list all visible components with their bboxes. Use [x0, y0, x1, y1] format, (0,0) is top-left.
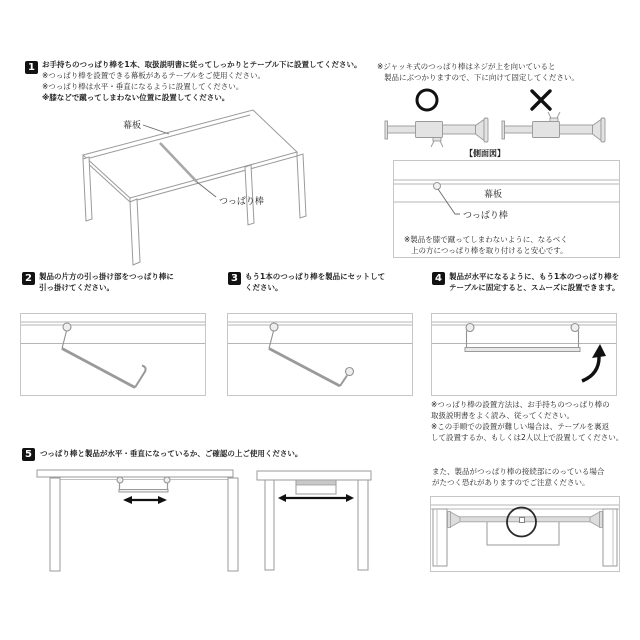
rod-label: つっぱり棒: [463, 211, 508, 221]
table-leg: [130, 199, 140, 265]
step4-notes: [431, 399, 623, 443]
rod-nut-up-illustration: [502, 112, 605, 142]
rod-cross-band: [296, 480, 336, 485]
step2-line1: 製品の片方の引っ掛け部をつっぱり棒に: [39, 272, 174, 281]
caution-diagram-box: [430, 496, 620, 572]
arrowhead-right: [158, 496, 167, 504]
rod-label: つっぱり棒: [219, 197, 264, 207]
second-rod-end-circle: [346, 368, 354, 376]
table-leg-right: [603, 509, 617, 566]
hook-hanger-line: [62, 331, 67, 349]
arrowhead-left: [123, 496, 132, 504]
table-leg-right: [358, 480, 368, 570]
arrowhead-left: [278, 494, 286, 502]
rotate-up-arrowhead: [592, 344, 606, 358]
rod-end-circle-left: [117, 477, 123, 483]
step1-note2: ※つっぱり棒は水平・垂直になるように設置してください。: [42, 82, 244, 91]
step3-number-badge: 3: [228, 272, 241, 285]
product-bar: [119, 490, 168, 493]
step4-number-badge: 4: [432, 272, 445, 285]
rod-leader-line: [197, 182, 216, 197]
apron-label: 幕板: [123, 121, 142, 131]
step1-number-badge: 1: [25, 61, 38, 74]
tabletop: [257, 471, 371, 480]
step3-line2: ください。: [245, 283, 283, 292]
hook-hanger-line: [269, 331, 274, 349]
step3-text-block: [245, 271, 385, 293]
tension-rod: [448, 512, 603, 528]
step3-diagram-box: [227, 313, 413, 396]
ng-cross-icon: [532, 91, 550, 109]
step5-side-view-diagram: [252, 466, 377, 576]
step5-line1: つっぱり棒と製品が水平・垂直になっているか、ご確認の上ご使用ください。: [40, 449, 303, 458]
apron-label: 幕板: [484, 190, 503, 200]
step4-note3: ※この手順での設置が難しい場合は、テーブルを裏返: [431, 422, 610, 431]
rod-nut-down-illustration: [385, 118, 488, 147]
step5-front-view-diagram: [35, 466, 240, 576]
product-outline: [487, 520, 559, 545]
rotate-up-arrow: [582, 355, 599, 381]
table-leg-left: [265, 480, 274, 570]
free-hook-end: [135, 366, 146, 388]
rod-end-circle: [63, 323, 71, 331]
table-leg: [297, 154, 306, 218]
side-view-note2: 上の方につっぱり棒を取り付けると安心です。: [411, 246, 568, 255]
caution-line2: がたつく恐れがありますのでご注意ください。: [432, 478, 590, 487]
product-hooks: [120, 483, 168, 490]
jack-note-line2: 製品にぶつかりますので、下に向けて固定してください。: [384, 73, 579, 82]
step4-diagram-box: [431, 313, 617, 396]
step3-diagram: [228, 314, 412, 395]
tabletop: [37, 470, 233, 477]
side-view-box: [393, 160, 620, 258]
table-leg: [245, 165, 254, 225]
caution-text-block: [432, 466, 604, 488]
jack-note-line1: ※ジャッキ式のつっぱり棒はネジが上を向いていると: [377, 62, 556, 71]
ok-circle-icon: [417, 90, 437, 110]
hanging-product-bar: [62, 349, 135, 388]
step1-instruction: お手持ちのつっぱり棒を1本、取扱説明書に従ってしっかりとテーブル下に設置してください。: [42, 60, 362, 69]
step5-number-badge: 5: [22, 448, 35, 461]
jack-rod-ok-ng-diagram: [385, 85, 620, 150]
side-view-title: 【側面図】: [465, 149, 505, 158]
step4-note2: 取扱説明書をよく読み、従ってください。: [431, 411, 574, 420]
table-leg-left: [433, 509, 447, 566]
tabletop-face: [83, 110, 297, 198]
step4-text-block: [449, 271, 619, 293]
side-view-note: [404, 234, 568, 256]
step2-text-block: [39, 271, 174, 293]
rod-end-circle: [434, 183, 441, 190]
level-product-bar: [465, 348, 580, 352]
apron-leader-line: [143, 125, 169, 134]
step2-diagram-box: [20, 313, 206, 396]
rod-end-circle: [270, 323, 278, 331]
hook-to-rod-segment: [340, 376, 347, 387]
side-view-note1: ※製品を膝で蹴ってしまわないように、なるべく: [404, 235, 568, 244]
step2-number-badge: 2: [22, 272, 35, 285]
hanging-product-bar: [269, 349, 340, 387]
step2-line2: 引っ掛けてください。: [39, 283, 114, 292]
step4-note1: ※つっぱり棒の設置方法は、お手持ちのつっぱり棒の: [431, 400, 610, 409]
step2-diagram: [21, 314, 205, 395]
step4-line2: テーブルに固定すると、スムーズに設置できます。: [449, 283, 620, 292]
step1-note3: ※膝などで蹴ってしまわない位置に設置してください。: [42, 93, 230, 102]
table-leg-right: [228, 478, 238, 571]
step4-diagram: [432, 314, 616, 395]
jack-note-block: [377, 61, 579, 83]
step4-line1: 製品が水平になるように、もう1本のつっぱり棒を: [449, 272, 620, 281]
step1-note1: ※つっぱり棒を設置できる幕板があるテーブルをご使用ください。: [42, 71, 266, 80]
step4-note4: して設置するか、もしくは2人以上で設置してください。: [431, 433, 624, 442]
table-underside-diagram: [45, 100, 345, 268]
table-leg-left: [50, 478, 60, 571]
step5-text-block: [40, 448, 302, 459]
rod-end-circle-right: [571, 324, 579, 332]
caution-line1: また、製品がつっぱり棒の接続部にのっている場合: [432, 467, 605, 476]
step3-line1: もう1本のつっぱり棒を製品にセットして: [245, 272, 386, 281]
rod-end-circle-left: [466, 324, 474, 332]
arrowhead-right: [346, 494, 354, 502]
step1-text-block: [42, 59, 361, 103]
caution-diagram: [431, 497, 619, 571]
hook-hanger-lines: [467, 331, 579, 349]
rod-end-circle-right: [164, 477, 170, 483]
rod-joint: [520, 518, 525, 523]
